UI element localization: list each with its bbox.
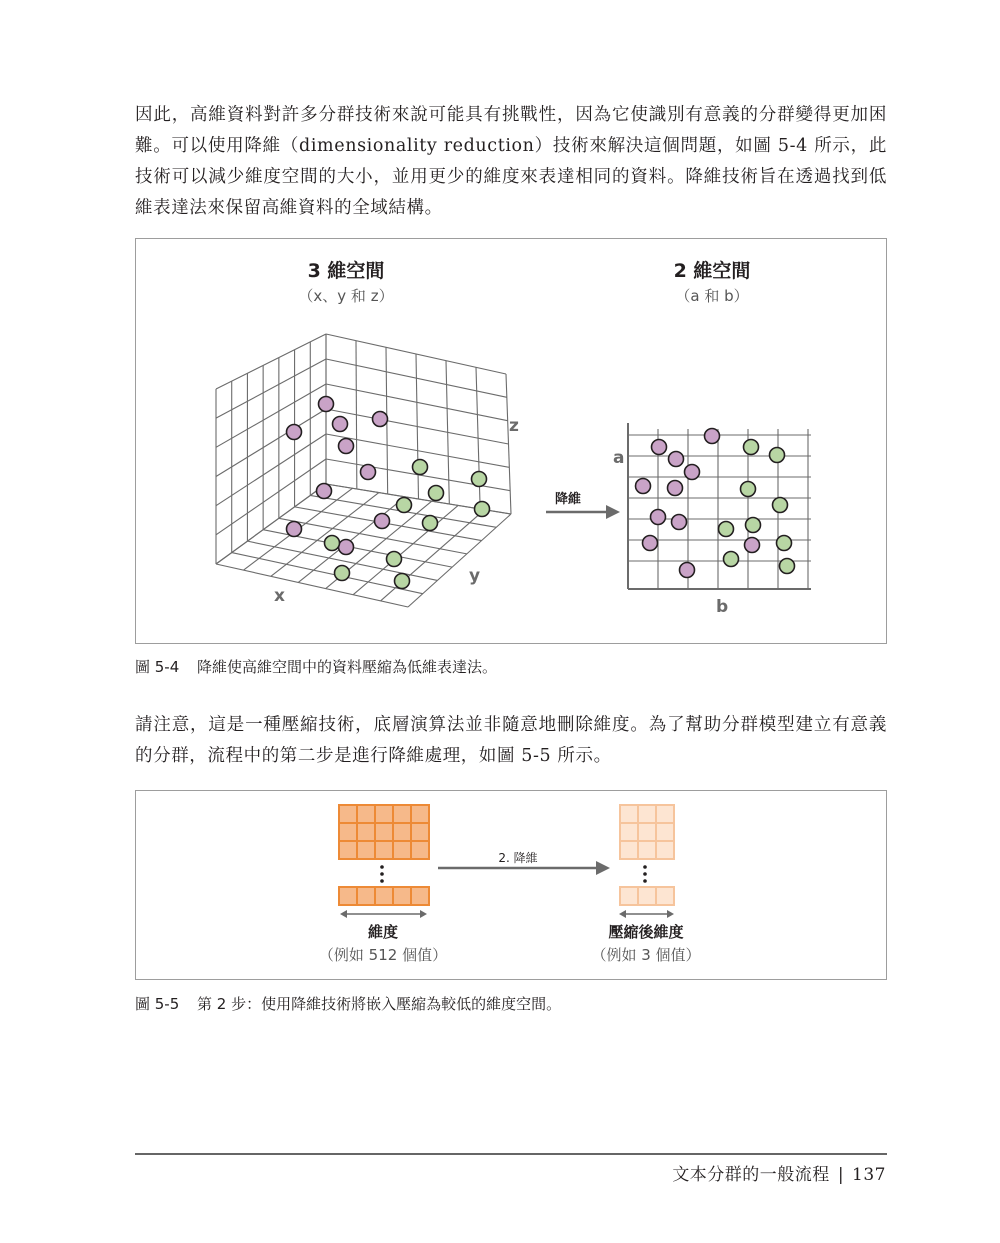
arrow-label-step2: 2. 降維 — [498, 851, 538, 865]
reduced-cell — [638, 823, 656, 841]
data-point-purple — [287, 425, 302, 440]
embedding-grid-reduced — [620, 805, 674, 905]
data-point-purple — [339, 540, 354, 555]
embedding-cell — [339, 823, 357, 841]
data-point-green — [773, 498, 788, 513]
embedding-cell — [411, 841, 429, 859]
ellipsis-left — [380, 865, 384, 883]
data-point-purple — [287, 522, 302, 537]
reduced-cell — [656, 841, 674, 859]
data-point-green — [741, 482, 756, 497]
data-point-green — [397, 498, 412, 513]
reduced-cell — [620, 805, 638, 823]
label-dimensions: 維度 — [367, 923, 399, 941]
caption-number: 圖 5-5 — [135, 995, 180, 1013]
reduced-cell — [620, 823, 638, 841]
reduced-cell — [638, 805, 656, 823]
data-point-purple — [643, 536, 658, 551]
data-point-purple — [373, 412, 388, 427]
data-point-green — [325, 536, 340, 551]
grid3d-floor-line — [216, 564, 408, 607]
embedding-cell — [411, 823, 429, 841]
paragraph-note: 請注意，這是一種壓縮技術，底層演算法並非隨意地刪除維度。為了幫助分群模型建立有意義的分群，流程中的第二步是進行降維處理，如圖 5-5 所示。 — [135, 715, 887, 766]
embedding-cell — [411, 805, 429, 823]
figure-5-5 — [135, 790, 887, 980]
data-point-purple — [669, 452, 684, 467]
label-reduced-dimensions: 壓縮後維度 — [608, 923, 684, 941]
embedding-cell — [393, 841, 411, 859]
ellipsis-right — [643, 865, 647, 883]
data-point-purple — [672, 515, 687, 530]
embedding-cell — [393, 823, 411, 841]
embedding-cell — [357, 823, 375, 841]
embedding-cell — [393, 887, 411, 905]
figure-5-4-diagram — [136, 239, 886, 643]
data-point-purple — [652, 440, 667, 455]
figure-5-4 — [135, 238, 887, 644]
footer-rule — [135, 1153, 887, 1155]
data-point-purple — [745, 538, 760, 553]
reduced-cell — [656, 823, 674, 841]
data-point-purple — [333, 417, 348, 432]
data-point-purple — [375, 514, 390, 529]
caption-text: 降維使高維空間中的資料壓縮為低維表達法。 — [197, 658, 498, 676]
reduced-cell — [638, 841, 656, 859]
data-point-green — [780, 559, 795, 574]
reduced-cell — [620, 887, 638, 905]
data-point-green — [413, 460, 428, 475]
subtitle-2d: （a 和 b） — [675, 287, 749, 305]
data-point-purple — [668, 481, 683, 496]
data-point-green — [472, 472, 487, 487]
data-point-green — [423, 516, 438, 531]
embedding-cell — [357, 841, 375, 859]
paragraph-intro: 因此，高維資料對許多分群技術來說可能具有挑戰性，因為它使識別有意義的分群變得更加困難。可以使用降維（dimensionality reduction）技術來解決這個問題，如圖 5-4 所示，此技術可以減少維度空間的大小，並用更少的維度來表達相同的資料。降維技術旨在透過找到低維表達法來保留高維資料的全域結構。 — [135, 105, 887, 218]
data-point-purple — [651, 510, 666, 525]
data-point-purple — [361, 465, 376, 480]
reduced-cell — [656, 805, 674, 823]
grid3d-left-wall-line — [216, 384, 326, 447]
subtitle-3d: （x、y 和 z） — [298, 287, 394, 305]
embedding-grid-full — [339, 805, 429, 905]
axis-a-label: a — [613, 448, 625, 468]
data-point-green — [387, 552, 402, 567]
data-point-green — [429, 486, 444, 501]
label-dimensions-example: （例如 512 個值） — [318, 946, 448, 964]
points-2d — [636, 429, 795, 578]
caption-figure-5-4 — [135, 656, 497, 677]
data-point-purple — [319, 397, 334, 412]
embedding-cell — [375, 841, 393, 859]
figure-5-5-diagram — [136, 791, 886, 979]
caption-number: 圖 5-4 — [135, 658, 180, 676]
reduced-cell — [638, 887, 656, 905]
grid3d-left-wall-line — [216, 359, 326, 418]
embedding-cell — [411, 887, 429, 905]
title-2d: 2 維空間 — [673, 260, 751, 282]
data-point-green — [395, 574, 410, 589]
reduced-cell — [656, 887, 674, 905]
data-point-purple — [685, 465, 700, 480]
page-number: 137 — [852, 1165, 886, 1185]
dim-arrow-right — [619, 910, 674, 918]
page-footer — [672, 1160, 886, 1185]
data-point-purple — [317, 484, 332, 499]
data-point-green — [770, 448, 785, 463]
label-reduced-example: （例如 3 個值） — [591, 946, 701, 964]
grid3d-left-wall-line — [216, 409, 326, 477]
embedding-cell — [339, 805, 357, 823]
data-point-green — [777, 536, 792, 551]
data-point-purple — [680, 563, 695, 578]
arrow-label-reduce: 降維 — [554, 492, 582, 507]
title-3d: 3 維空間 — [307, 260, 385, 282]
data-point-purple — [636, 479, 651, 494]
footer-section-title: 文本分群的一般流程 — [672, 1165, 830, 1185]
embedding-cell — [357, 805, 375, 823]
data-point-green — [724, 552, 739, 567]
embedding-cell — [375, 887, 393, 905]
axis-y-label: y — [469, 566, 481, 586]
axis-x-label: x — [274, 586, 285, 606]
data-point-purple — [339, 439, 354, 454]
footer-separator: | — [837, 1165, 845, 1185]
embedding-cell — [339, 841, 357, 859]
data-point-green — [746, 518, 761, 533]
data-point-green — [719, 522, 734, 537]
caption-text: 第 2 步：使用降維技術將嵌入壓縮為較低的維度空間。 — [197, 995, 562, 1013]
embedding-cell — [375, 805, 393, 823]
axis-b-label: b — [716, 597, 729, 617]
arrow-head-step2 — [596, 861, 610, 875]
data-point-green — [335, 566, 350, 581]
arrow-head — [606, 505, 620, 519]
data-point-green — [475, 502, 490, 517]
reduced-cell — [620, 841, 638, 859]
embedding-cell — [393, 805, 411, 823]
embedding-cell — [339, 887, 357, 905]
embedding-cell — [357, 887, 375, 905]
data-point-green — [744, 440, 759, 455]
caption-figure-5-5 — [135, 993, 561, 1014]
dim-arrow-left — [340, 910, 427, 918]
axis-z-label: z — [509, 416, 519, 436]
embedding-cell — [375, 823, 393, 841]
data-point-purple — [705, 429, 720, 444]
grid3d-left-wall-line — [216, 334, 326, 389]
